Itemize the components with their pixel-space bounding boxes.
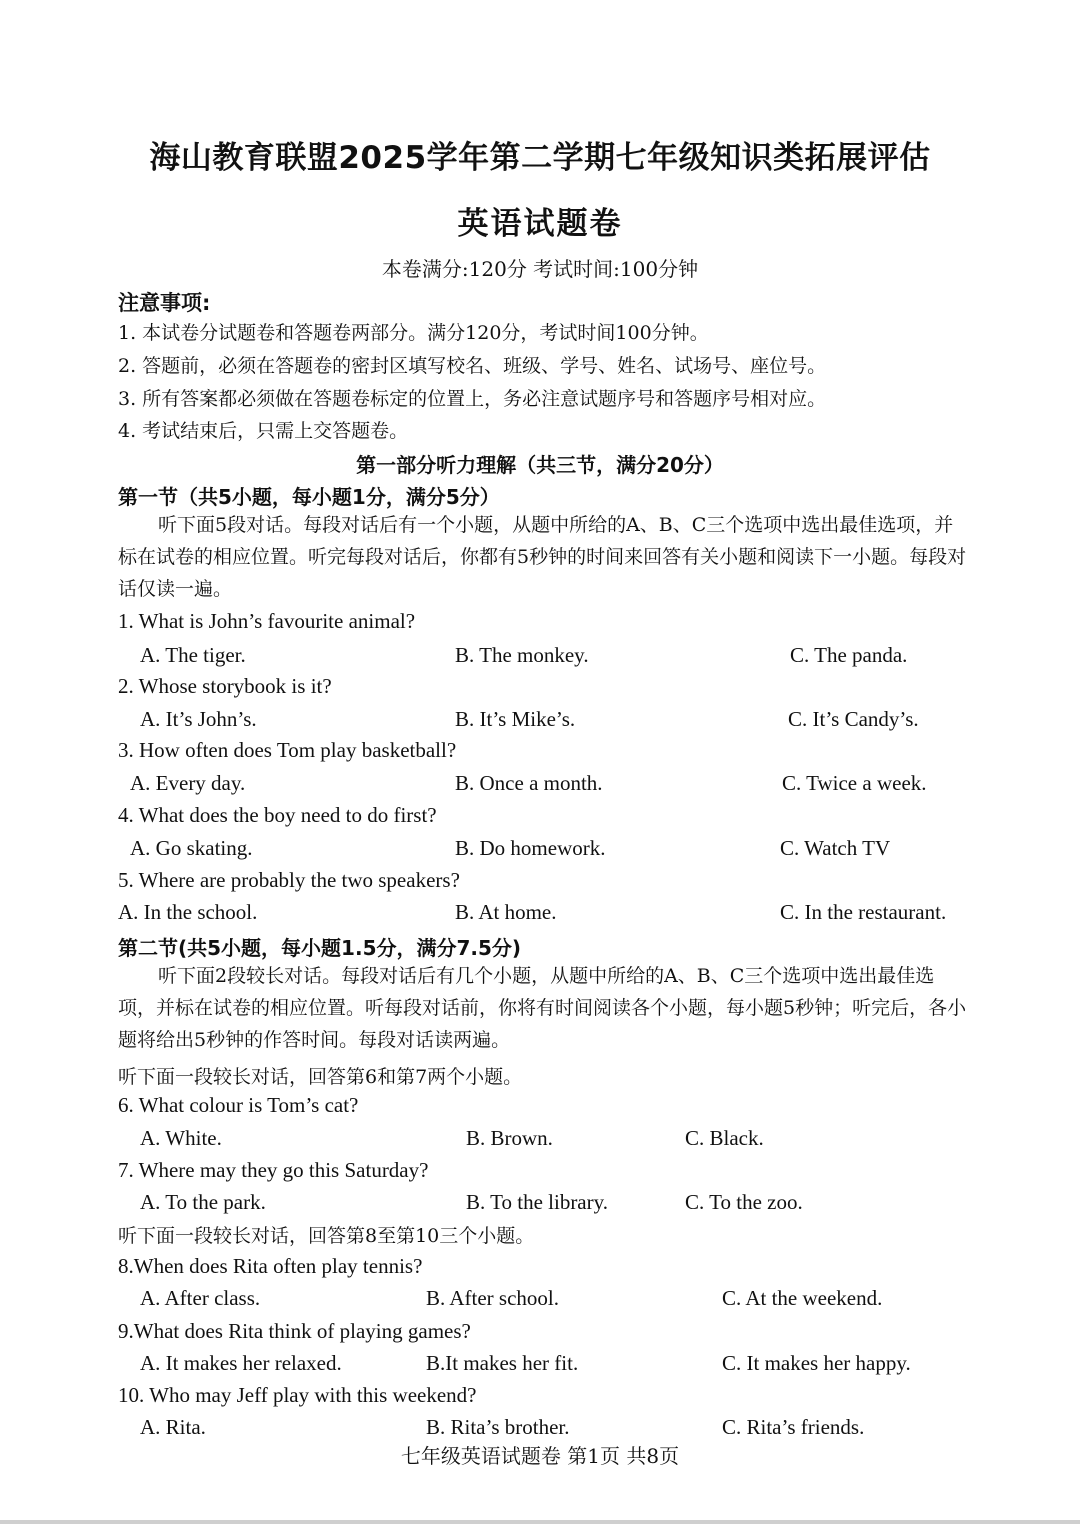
option-c: C. In the restaurant. [780,900,947,924]
notice-item: 1. 本试卷分试题卷和答题卷两部分。满分120分，考试时间100分钟。 [118,322,709,344]
option-a: A. White. [140,1126,222,1150]
option-c: C. Black. [685,1126,764,1150]
section2-heading: 第二节(共5小题，每小题1.5分，满分7.5分) [118,936,522,960]
option-c: C. At the weekend. [722,1286,883,1310]
option-a: A. In the school. [118,900,258,924]
section2-instructions: 听下面2段较长对话。每段对话后有几个小题，从题中所给的A、B、C三个选项中选出最佳选项，并标在试卷的相应位置。听每段对话前，你将有时间阅读各个小题，每小题5秒钟；听完后，各小题将给出5秒钟的作答时间。每段对话读两遍。 [118,965,967,1051]
notice-item: 3. 所有答案都必须做在答题卷标定的位置上，务必注意试题序号和答题序号相对应。 [118,388,827,410]
notice-item: 2. 答题前，必须在答题卷的密封区填写校名、班级、学号、姓名、试场号、座位号。 [118,355,827,377]
section1-instructions: 听下面5段对话。每段对话后有一个小题，从题中所给的A、B、C三个选项中选出最佳选项，并标在试卷的相应位置。听完每段对话后，你都有5秒钟的时间来回答有关小题和阅读下一小题。每段对话仅读一遍。 [118,514,967,600]
option-b: B. The monkey. [455,643,589,667]
option-c: C. Watch TV [780,836,891,860]
question-4: 4. What does the boy need to do first? [118,803,437,827]
option-a: A. It makes her relaxed. [140,1351,342,1375]
option-b: B. Once a month. [455,771,603,795]
question-1: 1. What is John’s favourite animal? [118,609,416,633]
question-8: 8.When does Rita often play tennis? [118,1254,423,1278]
option-c: C. It’s Candy’s. [788,707,919,731]
question-3: 3. How often does Tom play basketball? [118,738,457,762]
option-b: B. Brown. [466,1126,553,1150]
question-2: 2. Whose storybook is it? [118,674,332,698]
section1-heading: 第一节（共5小题，每小题1分，满分5分） [118,485,500,509]
option-c: C. To the zoo. [685,1190,803,1214]
option-a: A. Go skating. [130,836,253,860]
question-10: 10. Who may Jeff play with this weekend? [118,1383,477,1407]
part1-heading: 第一部分听力理解（共三节，满分20分） [356,453,724,477]
option-b: B. After school. [426,1286,559,1310]
question-6: 6. What colour is Tom’s cat? [118,1093,359,1117]
option-c: C. The panda. [790,643,908,667]
dialogue-prompt: 听下面一段较长对话，回答第6和第7两个小题。 [118,1066,523,1088]
option-a: A. Rita. [140,1415,206,1439]
exam-title: 海山教育联盟2025学年第二学期七年级知识类拓展评估 [149,140,931,176]
option-b: B. It’s Mike’s. [455,707,576,731]
dialogue-prompt: 听下面一段较长对话，回答第8至第10三个小题。 [118,1225,535,1247]
notice-heading: 注意事项: [118,291,211,315]
option-c: C. Rita’s friends. [722,1415,865,1439]
notice-item: 4. 考试结束后，只需上交答题卷。 [118,420,409,442]
question-5: 5. Where are probably the two speakers? [118,868,460,892]
exam-subtitle: 英语试题卷 [457,206,623,242]
score-time-info: 本卷满分:120分 考试时间:100分钟 [381,257,699,281]
page-edge-divider [0,1520,1080,1524]
option-a: A. Every day. [130,771,246,795]
option-a: A. To the park. [140,1190,266,1214]
option-b: B. Rita’s brother. [426,1415,570,1439]
option-b: B. At home. [455,900,557,924]
option-b: B. To the library. [466,1190,609,1214]
question-7: 7. Where may they go this Saturday? [118,1158,429,1182]
option-a: A. After class. [140,1286,261,1310]
option-a: A. The tiger. [140,643,246,667]
option-b: B.It makes her fit. [426,1351,579,1375]
option-c: C. It makes her happy. [722,1351,911,1375]
question-9: 9.What does Rita think of playing games? [118,1319,471,1343]
option-b: B. Do homework. [455,836,606,860]
option-c: C. Twice a week. [782,771,927,795]
option-a: A. It’s John’s. [140,707,257,731]
page-footer: 七年级英语试题卷 第1页 共8页 [400,1444,680,1468]
